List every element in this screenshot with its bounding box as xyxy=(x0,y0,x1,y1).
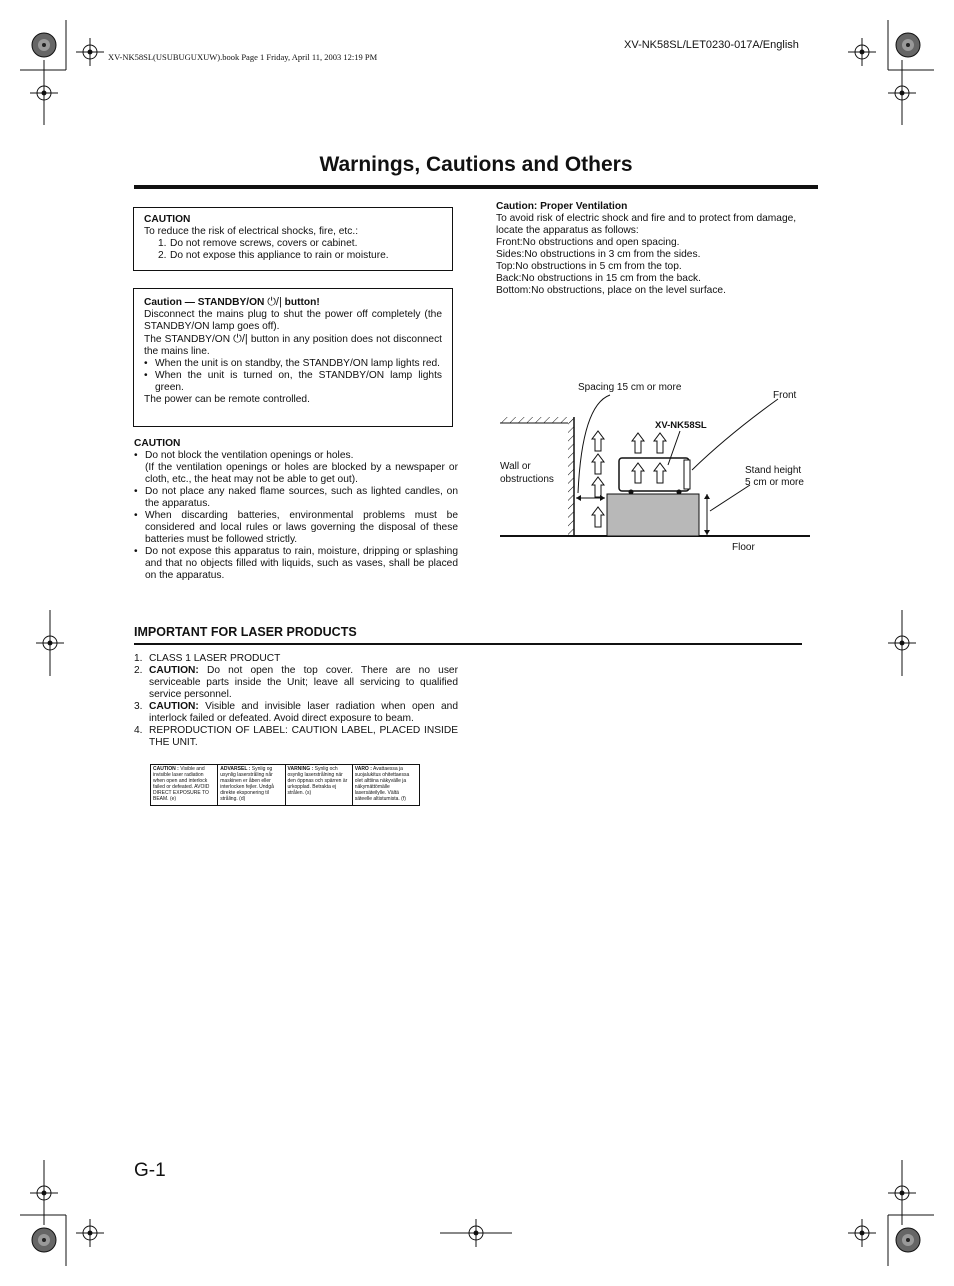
page-title: Warnings, Cautions and Others xyxy=(319,153,633,176)
wall-hatch xyxy=(500,417,574,423)
unit-body xyxy=(619,458,689,491)
arrow-up-icon xyxy=(654,433,666,453)
caution-label-image xyxy=(150,764,420,806)
caution-list xyxy=(144,238,442,262)
arrow-up-icon xyxy=(632,433,644,453)
ventilation-heading: Caution: Proper Ventilation xyxy=(496,201,628,212)
caution-box xyxy=(133,207,453,271)
stand-height-label: 5 cm or more xyxy=(745,477,804,488)
sub-note: (If the ventilation openings or holes are blocked by a newspaper or cloth, etc., the heat may not be able to get out). xyxy=(145,462,458,485)
arrow-up-icon xyxy=(592,454,604,474)
ventilation-diagram xyxy=(498,375,828,560)
arrow-up-icon xyxy=(592,507,604,527)
label-cell-danish: ADVARSEL : Synlig og usynlig laserstråling når maskinen er åben eller interlocken fejler. Undgå direkte eksponering til stråling. (d) xyxy=(218,765,285,805)
stand-height-arrowhead xyxy=(704,530,710,535)
caution-section xyxy=(134,438,458,582)
ventilation-line: Bottom:No obstructions, place on the level surface. xyxy=(496,285,726,296)
standby-paragraph-2: The STANDBY/ON ⏻/| button in any position does not disconnect the mains line. xyxy=(144,333,443,357)
unit-foot xyxy=(629,490,634,495)
ventilation-line: Sides:No obstructions in 3 cm from the sides. xyxy=(496,249,701,260)
front-leader xyxy=(692,399,778,470)
spacing-leader xyxy=(578,395,610,493)
model-label: XV-NK58SL xyxy=(655,420,707,431)
wall-label: Wall or xyxy=(500,461,531,472)
unit-foot xyxy=(677,490,682,495)
front-label: Front xyxy=(773,390,797,401)
ventilation-line: Top:No obstructions in 5 cm from the top. xyxy=(496,261,682,272)
list-item: 3. CAUTION: Visible and invisible laser radiation when open and interlock failed or defeated. Avoid direct exposure to beam. xyxy=(134,701,458,724)
ventilation-intro: To avoid risk of electric shock and fire and to protect from damage, locate the apparatus as follows: xyxy=(496,213,797,236)
ventilation-line: Front:No obstructions and open spacing. xyxy=(496,237,680,248)
wall-label: obstructions xyxy=(500,474,554,485)
list-item: • Do not block the ventilation openings or holes. (If the ventilation openings or holes are blocked by a newspaper or cloth, etc., the heat may not be able to get out). xyxy=(134,450,458,486)
standby-heading: Caution — STANDBY/ON ⏻/| button! xyxy=(144,296,320,308)
standby-bullets xyxy=(144,358,442,394)
wall-side-hatch xyxy=(568,417,574,537)
spacing-label: Spacing 15 cm or more xyxy=(578,382,682,393)
arrow-up-icon xyxy=(592,431,604,451)
unit-front xyxy=(684,460,690,489)
laser-rule xyxy=(134,643,802,645)
book-info: XV-NK58SL(USUBUGUXUW).book Page 1 Friday, April 11, 2003 12:19 PM xyxy=(108,52,378,62)
ventilation-section xyxy=(496,201,822,297)
list-item: 1. CLASS 1 LASER PRODUCT xyxy=(134,653,281,664)
list-item: 2. Do not expose this appliance to rain or moisture. xyxy=(158,250,389,261)
standby-caution-box xyxy=(133,288,453,427)
standby-footer: The power can be remote controlled. xyxy=(144,394,310,405)
caution-heading: CAUTION xyxy=(144,214,191,225)
caution-intro: To reduce the risk of electrical shocks, fire, etc.: xyxy=(144,226,359,237)
list-item: 2. CAUTION: Do not open the top cover. There are no user serviceable parts inside the Unit; leave all servicing to qualified service personnel. xyxy=(134,665,458,700)
stand-height-arrowhead xyxy=(704,494,710,499)
power-icon: ⏻/| xyxy=(233,333,248,345)
list-item: • When the unit is on standby, the STANDBY/ON lamp lights red. xyxy=(144,358,442,370)
label-cell-english: CAUTION : Visible and invisible laser radiation when open and interlock failed or defeated. AVOID DIRECT EXPOSURE TO BEAM. (e) xyxy=(151,765,218,805)
list-item: • Do not expose this apparatus to rain, moisture, dripping or splashing and that no objects filled with liquids, such as vases, shall be placed on the apparatus. xyxy=(134,546,458,582)
laser-heading: IMPORTANT FOR LASER PRODUCTS xyxy=(134,625,357,639)
document-id: XV-NK58SL/LET0230-017A/English xyxy=(624,39,799,51)
list-item: • Do not place any naked flame sources, such as lighted candles, on the apparatus. xyxy=(134,486,458,510)
spacing-arrowhead xyxy=(600,495,605,501)
list-item: • When discarding batteries, environmental problems must be considered and local rules or laws governing the disposal of these batteries must be followed strictly. xyxy=(134,510,458,546)
arrow-up-icon xyxy=(592,477,604,497)
list-item: • When the unit is turned on, the STANDBY/ON lamp lights green. xyxy=(144,370,442,394)
spacing-arrowhead xyxy=(576,495,581,501)
ventilation-line: Back:No obstructions in 15 cm from the back. xyxy=(496,273,701,284)
floor-label: Floor xyxy=(732,542,755,553)
stand xyxy=(607,494,699,536)
stand-height-label: Stand height xyxy=(745,465,802,476)
label-cell-swedish: VARNING : Synlig och osynlig laserstrålning när den öppnas och spärren är urkopplad. Betrakta ej strålen. (s) xyxy=(286,765,353,805)
list-item: 1. Do not remove screws, covers or cabinet. xyxy=(158,238,358,249)
page-number: G-1 xyxy=(134,1160,166,1181)
list-item: 4. REPRODUCTION OF LABEL: CAUTION LABEL, PLACED INSIDE THE UNIT. xyxy=(134,725,458,748)
caution-heading: CAUTION xyxy=(134,438,181,449)
label-cell-finnish: VARO : Avattaessa ja suojalukitus ohitettaessa olet alttiina näkyvälle ja näkymättömälle lasersäteilylle. Vältä säteelle altistumista. (f) xyxy=(354,766,410,802)
caution-bullets xyxy=(134,450,458,582)
power-icon: ⏻/| xyxy=(267,296,282,308)
standby-paragraph-1: Disconnect the mains plug to shut the power off completely (the STANDBY/ON lamp goes off). xyxy=(144,309,442,332)
stand-leader xyxy=(710,485,750,511)
title-rule xyxy=(134,185,818,189)
laser-list xyxy=(134,653,458,749)
